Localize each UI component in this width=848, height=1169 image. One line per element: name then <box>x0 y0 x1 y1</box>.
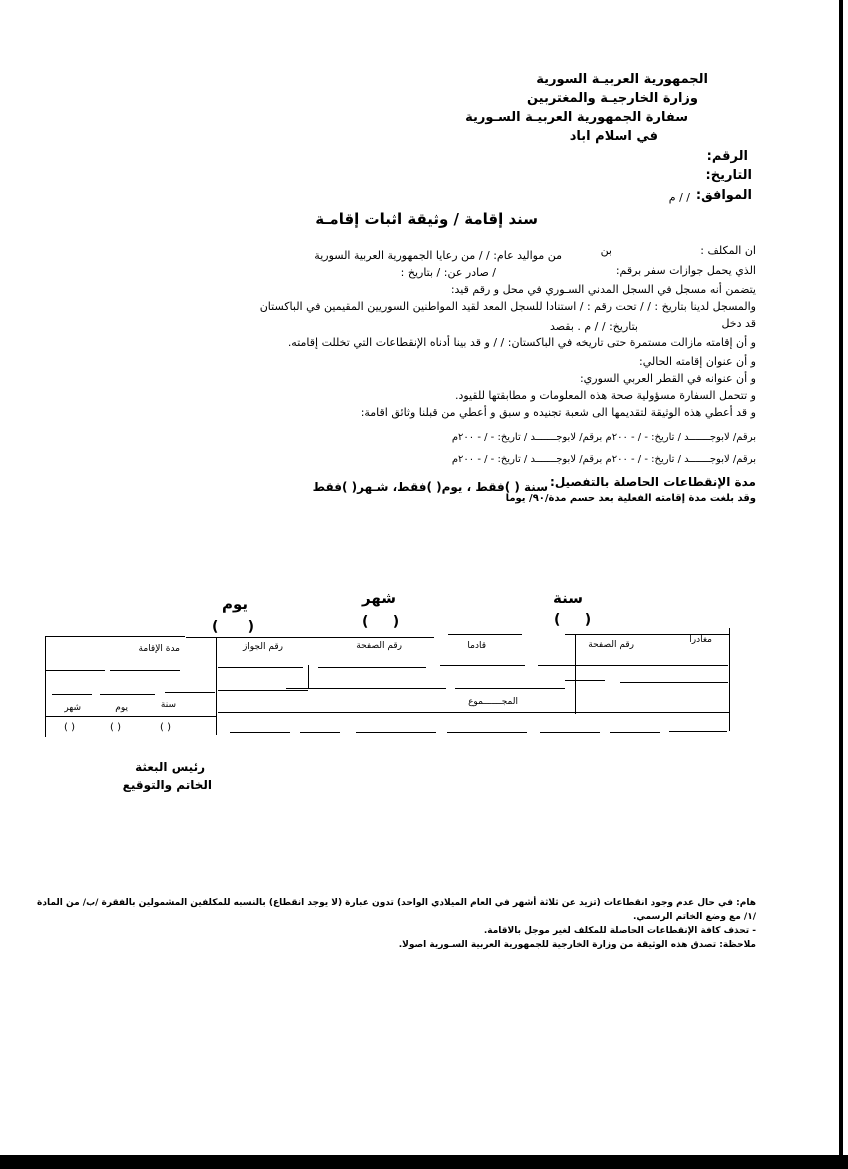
year-paren: ( ) <box>554 612 592 628</box>
body-line-1b: بن <box>600 244 612 257</box>
sub-year-paren: ( ) <box>160 722 171 733</box>
ref-corresponding-label: الموافق: <box>695 188 752 203</box>
day-paren: ( ) <box>212 619 255 635</box>
ref-corresponding-value: / / م <box>668 191 690 204</box>
body-line-6: و أن إقامته مازالت مستمرة حتى تاريخه في الباكستان: / / و قد بينا أدناه الإنقطاعات التي تخللت إقامته. <box>287 336 756 349</box>
prior-documents-row-1: برقم/ لابوجـــــــد / تاريخ: - / - ٢٠٠م برقم/ لابوجـــــــد / تاريخ: - / - ٢٠٠م <box>451 432 756 443</box>
col-page-number-1: رقم الصفحة <box>588 640 634 650</box>
footer-dash-note: - تحذف كافة الإنقطاعات الحاصلة للمكلف لغير موجل بالاقامة. <box>483 926 756 936</box>
prior-documents-row-2: برقم/ لابوجـــــــد / تاريخ: - / - ٢٠٠م برقم/ لابوجـــــــد / تاريخ: - / - ٢٠٠م <box>451 454 756 465</box>
col-residence-duration: مدة الإقامة <box>138 644 180 654</box>
body-line-5b: بتاريخ: / / م . بقصد <box>549 320 638 333</box>
interruptions-value: سنة ( )فقط ، يوم( )فقط، شـهر( )فقط <box>312 480 548 494</box>
month-paren: ( ) <box>362 614 400 630</box>
ref-date-label: التاريخ: <box>705 168 752 183</box>
signature-head-of-mission: رئيس البعثة <box>135 760 205 774</box>
footer-important: هام: في حال عدم وجود انقطاعات (تزيد عن ثلاثة أشهر في العام الميلادي الواحد) تدون عبارة (لا يوجد انقطاع) بالنسبه للمكلفين المشمولين بالفقرة /ب/ من المادة <box>37 898 756 908</box>
body-line-3: يتضمن أنه مسجل في السجل المدني السـوري في محل و رقم قيد: <box>450 283 756 296</box>
sub-day-paren: ( ) <box>110 722 121 733</box>
row-total: المجـــــــموع <box>468 697 518 707</box>
page-title: سند إقامة / وثيقة اثبات إقامـة <box>315 210 538 228</box>
col-page-number-2: رقم الصفحة <box>356 641 402 651</box>
interruptions-note: وقد بلغت مدة إقامته الفعلية بعد حسم مدة/٩٠/ يوما <box>505 493 756 504</box>
body-line-7: و أن عنوان إقامته الحالي: <box>639 355 756 368</box>
sub-col-day: يوم <box>115 703 128 713</box>
body-line-8: و أن عنوانه في القطر العربي السوري: <box>579 372 756 385</box>
col-departures: مغادرا <box>689 635 712 645</box>
table-day-heading: يوم <box>221 595 248 613</box>
table-year-heading: سنة <box>553 589 583 607</box>
col-arrivals: قادما <box>467 641 486 651</box>
body-line-5a: قد دخل <box>721 317 756 330</box>
header-city: في اسلام اباد <box>569 129 658 144</box>
table-month-heading: شهر <box>362 589 396 607</box>
sub-month-paren: ( ) <box>64 722 75 733</box>
body-line-10: و قد أعطي هذه الوثيقة لتقديمها الى شعبة تجنيده و سبق و أعطي من قبلنا وثائق اقامة: <box>360 406 756 419</box>
footer-important-2: /١/ مع وضع الخاتم الرسمي. <box>632 912 756 922</box>
body-line-4: والمسجل لدينا بتاريخ : / / تحت رقم : / استنادا للسجل المعد لقيد المواطنين السوريين المقيمين في الباكستان <box>259 300 756 313</box>
body-line-1a: ان المكلف : <box>700 244 756 257</box>
sub-col-month: شهر <box>64 703 81 713</box>
header-republic: الجمهورية العربيـة السورية <box>536 72 708 87</box>
body-line-1c: من مواليد عام: / / من رعايا الجمهورية العربية السورية <box>314 249 562 262</box>
col-passport-number: رقم الجواز <box>242 642 283 652</box>
header-embassy: سفارة الجمهورية العربيـة السـورية <box>465 110 688 125</box>
body-line-2b: / صادر عن: / بتاريخ : <box>400 266 496 279</box>
header-ministry: وزارة الخارجيـة والمغتربين <box>526 91 698 106</box>
body-line-9: و تتحمل السفارة مسؤولية صحة هذه المعلومات و مطابقتها للقيود. <box>454 389 756 402</box>
ref-number-label: الرقم: <box>706 149 748 164</box>
body-line-2a: الذي يحمل جوازات سفر برقم: <box>615 264 756 277</box>
sub-col-year: سنة <box>160 700 176 710</box>
interruptions-label: مدة الإنقطاعات الحاصلة بالتفصيل: <box>550 475 756 489</box>
signature-stamp: الخاتم والتوقيع <box>122 778 212 792</box>
scan-edge-right <box>839 0 843 1169</box>
scan-edge-bottom <box>0 1155 848 1169</box>
footer-remark: ملاحظة: تصدق هذه الوثيقة من وزارة الخارجية للجمهورية العربية السـورية اصولا. <box>398 940 756 950</box>
